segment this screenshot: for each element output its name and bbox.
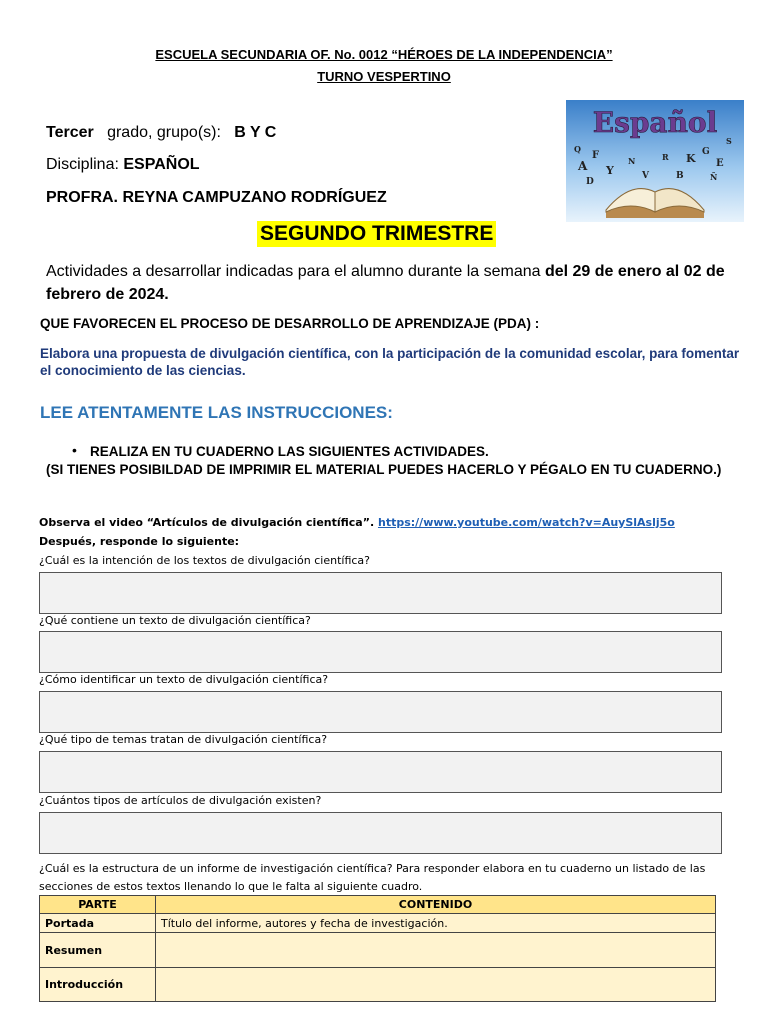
activities-dates: del 29 de enero al 02 de febrero de 2024. [46, 263, 725, 303]
svg-text:A: A [578, 159, 588, 173]
video-link[interactable]: https://www.youtube.com/watch?v=AuySlAslj5o [377, 516, 675, 529]
svg-text:N: N [628, 156, 636, 166]
structure-question: ¿Cuál es la estructura de un informe de investigación científica? Para responder elabora en tu cuaderno un listado de las secciones de estos textos llenando lo que le falta al siguiente cuadro. [39, 862, 706, 893]
svg-text:E: E [716, 158, 724, 169]
instructions-heading: LEE ATENTAMENTE LAS INSTRUCCIONES: [40, 403, 393, 422]
trimester-title: SEGUNDO TRIMESTRE [257, 221, 496, 247]
question-5: ¿Cuántos tipos de artículos de divulgación existen? [39, 794, 322, 807]
header-contenido: CONTENIDO [156, 896, 716, 914]
svg-text:D: D [586, 177, 594, 187]
row-content-portada: Título del informe, autores y fecha de investigación. [156, 914, 716, 933]
activities-paragraph [46, 260, 768, 306]
svg-text:S: S [726, 136, 732, 146]
instructions-note: (SI TIENES POSIBILDAD DE IMPRIMIR EL MATERIAL PUEDES HACERLO Y PÉGALO EN TU CUADERNO.) [46, 462, 722, 477]
row-part-resumen: Resumen [40, 933, 156, 968]
svg-text:V: V [642, 171, 649, 181]
header-parte: PARTE [40, 896, 156, 914]
answer-box-2[interactable] [39, 631, 722, 673]
subject-label: Disciplina: [46, 156, 119, 173]
svg-text:Y: Y [606, 164, 614, 177]
svg-text:Q: Q [574, 144, 581, 154]
school-name: ESCUELA SECUNDARIA OF. No. 0012 “HÉROES DE LA INDEPENDENCIA” [155, 47, 613, 62]
instructions-bullet: REALIZA EN TU CUADERNO LAS SIGUIENTES ACTIVIDADES. [90, 444, 489, 459]
svg-text:R: R [662, 152, 669, 162]
row-part-portada: Portada [40, 914, 156, 933]
pda-text: Elabora una propuesta de divulgación científica, con la participación de la comunidad escolar, para fomentar el conocimiento de las ciencias. [40, 346, 740, 378]
bullet-icon: • [72, 442, 77, 458]
table-row [40, 914, 716, 933]
subject-value: ESPAÑOL [123, 156, 200, 173]
grade-label: Tercer [46, 124, 94, 141]
espanol-logo-image [566, 100, 744, 222]
teacher-name: PROFRA. REYNA CAMPUZANO RODRÍGUEZ [46, 189, 387, 206]
svg-text:B: B [676, 171, 684, 181]
svg-text:Ñ: Ñ [710, 172, 718, 182]
answer-box-5[interactable] [39, 812, 722, 854]
question-1: ¿Cuál es la intención de los textos de divulgación científica? [39, 554, 370, 567]
svg-text:G: G [702, 147, 710, 157]
question-2: ¿Qué contiene un texto de divulgación científica? [39, 614, 311, 627]
question-3: ¿Cómo identificar un texto de divulgación científica? [39, 673, 329, 686]
row-content-introduccion[interactable] [156, 968, 716, 1002]
svg-text:F: F [592, 150, 600, 161]
structure-table [39, 895, 716, 1002]
grade-suffix: grado, grupo(s): [107, 124, 221, 141]
svg-text:K: K [686, 152, 696, 165]
video-line [39, 516, 675, 529]
school-shift: TURNO VESPERTINO [317, 69, 451, 84]
table-header-row [40, 896, 716, 914]
video-label: Observa el video “Artículos de divulgación científica”. [39, 516, 375, 529]
pda-heading: QUE FAVORECEN EL PROCESO DE DESARROLLO DE APRENDIZAJE (PDA) : [40, 316, 540, 331]
table-row [40, 968, 716, 1002]
grade-line [46, 124, 276, 142]
answer-box-4[interactable] [39, 751, 722, 793]
row-content-resumen[interactable] [156, 933, 716, 968]
answer-box-3[interactable] [39, 691, 722, 733]
activities-prefix: Actividades a desarrollar indicadas para el alumno durante la semana [46, 263, 541, 280]
question-4: ¿Qué tipo de temas tratan de divulgación científica? [39, 733, 328, 746]
groups-value: B Y C [234, 124, 277, 141]
respond-instruction: Después, responde lo siguiente: [39, 535, 240, 548]
row-part-introduccion: Introducción [40, 968, 156, 1002]
logo-text: Español [592, 106, 718, 139]
subject-line [46, 156, 200, 174]
answer-box-1[interactable] [39, 572, 722, 614]
table-row [40, 933, 716, 968]
